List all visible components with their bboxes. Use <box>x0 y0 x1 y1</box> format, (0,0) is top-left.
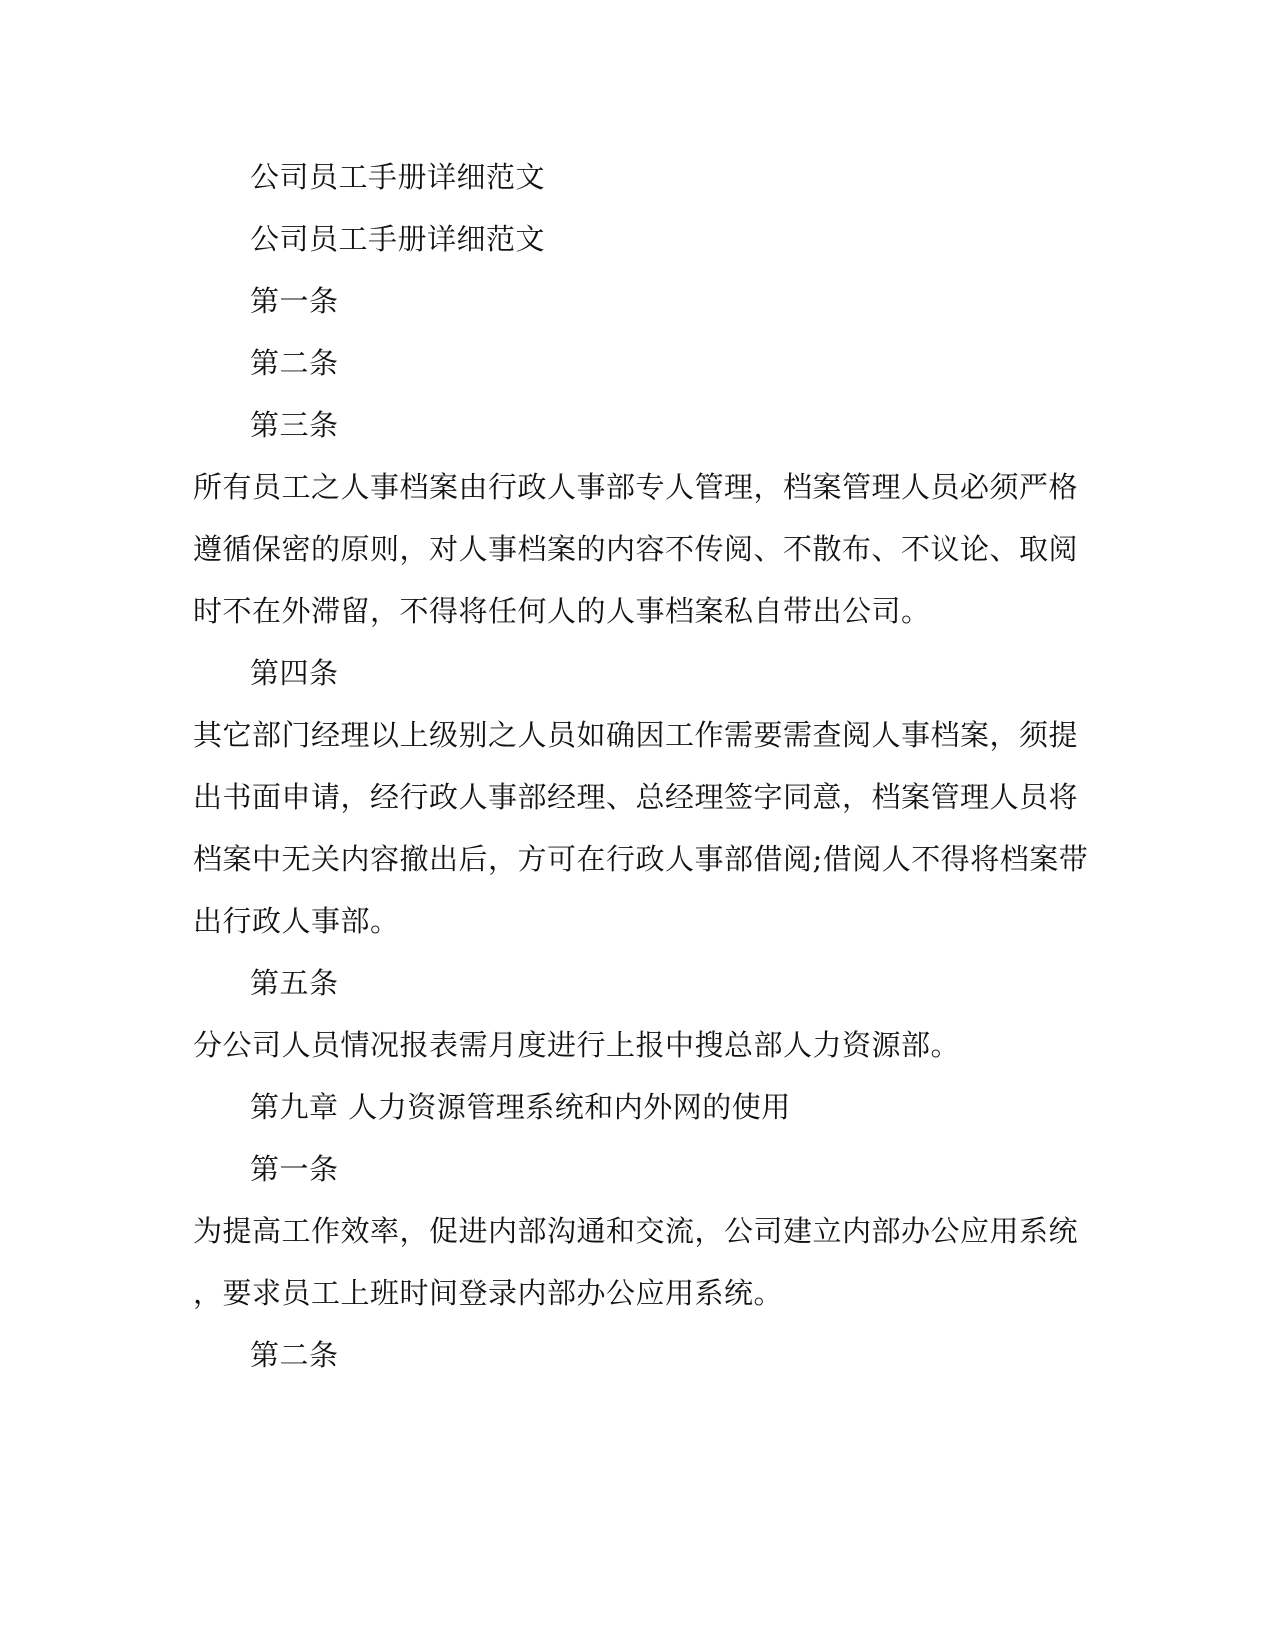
paragraph-line: 出行政人事部。 <box>193 904 400 938</box>
article-heading: 第二条 <box>250 1338 339 1372</box>
document-subtitle: 公司员工手册详细范文 <box>250 222 546 256</box>
article-heading: 第一条 <box>250 1152 339 1186</box>
document-title: 公司员工手册详细范文 <box>250 160 546 194</box>
paragraph-line: 遵循保密的原则，对人事档案的内容不传阅、不散布、不议论、取阅 <box>193 532 1079 566</box>
article-heading: 第三条 <box>250 408 339 442</box>
article-heading: 第一条 <box>250 284 339 318</box>
article-heading: 第二条 <box>250 346 339 380</box>
article-heading: 第四条 <box>250 656 339 690</box>
paragraph-line: 所有员工之人事档案由行政人事部专人管理，档案管理人员必须严格 <box>193 470 1079 504</box>
article-heading: 第五条 <box>250 966 339 1000</box>
paragraph-line: 出书面申请，经行政人事部经理、总经理签字同意，档案管理人员将 <box>193 780 1079 814</box>
paragraph-line: 其它部门经理以上级别之人员如确因工作需要需查阅人事档案，须提 <box>193 718 1079 752</box>
paragraph-line: 时不在外滞留，不得将任何人的人事档案私自带出公司。 <box>193 594 931 628</box>
paragraph-line: 为提高工作效率，促进内部沟通和交流，公司建立内部办公应用系统 <box>193 1214 1079 1248</box>
paragraph-line: ，要求员工上班时间登录内部办公应用系统。 <box>193 1276 784 1310</box>
paragraph-line: 档案中无关内容撤出后，方可在行政人事部借阅;借阅人不得将档案带 <box>193 842 1089 876</box>
paragraph-line: 分公司人员情况报表需月度进行上报中搜总部人力资源部。 <box>193 1028 961 1062</box>
chapter-heading: 第九章 人力资源管理系统和内外网的使用 <box>250 1090 791 1124</box>
